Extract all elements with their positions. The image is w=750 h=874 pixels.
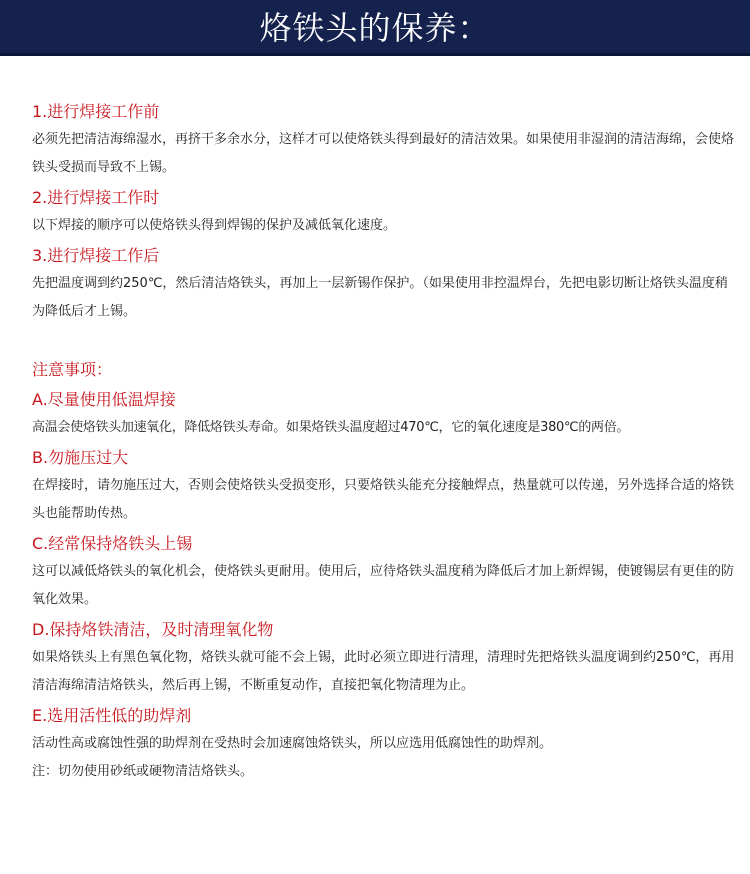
- note-text-keep-tinned: 这可以减低烙铁头的氧化机会，使烙铁头更耐用。使用后，应待烙铁头温度稍为降低后才加上新焊锡，使镀锡层有更佳的防氧化效果。: [32, 564, 735, 607]
- section-heading-after-work: 3.进行焊接工作后: [32, 246, 160, 265]
- section-heading-during-work: 2.进行焊接工作时: [32, 188, 160, 207]
- page-title: 烙铁头的保养：: [259, 9, 491, 47]
- note-text-keep-clean: 如果烙铁头上有黑色氧化物，烙铁头就可能不会上锡，此时必须立即进行清理，清理时先把烙铁头温度调到约250℃，再用清洁海绵清洁烙铁头，然后再上锡，不断重复动作，直接把氧化物清理为止。: [32, 650, 735, 693]
- note-footnote: 注：切勿使用砂纸或硬物清洁烙铁头。: [32, 764, 254, 779]
- note-heading-low-temp: A.尽量使用低温焊接: [32, 390, 176, 409]
- note-heading-keep-tinned: C.经常保持烙铁头上锡: [32, 534, 193, 553]
- note-heading-low-activity-flux: E.选用活性低的助焊剂: [32, 706, 192, 725]
- section-text-after-work: 先把温度调到约250℃，然后清洁烙铁头，再加上一层新锡作保护。（如果使用非控温焊台，先把电影切断让烙铁头温度稍为降低后才上锡。: [32, 276, 728, 319]
- notes-heading: 注意事项：: [32, 360, 113, 379]
- note-heading-keep-clean: D.保持烙铁清洁，及时清理氧化物: [32, 620, 274, 639]
- note-text-low-activity-flux: 活动性高或腐蚀性强的助焊剂在受热时会加速腐蚀烙铁头，所以应选用低腐蚀性的助焊剂。: [32, 736, 553, 751]
- section-heading-before-work: 1.进行焊接工作前: [32, 102, 160, 121]
- note-text-no-pressure: 在焊接时，请勿施压过大，否则会使烙铁头受损变形，只要烙铁头能充分接触焊点，热量就可以传递，另外选择合适的烙铁头也能帮助传热。: [32, 478, 735, 521]
- section-text-during-work: 以下焊接的顺序可以使烙铁头得到焊锡的保护及减低氧化速度。: [32, 218, 397, 233]
- note-heading-no-pressure: B.勿施压过大: [32, 448, 129, 467]
- note-text-low-temp: 高温会使烙铁头加速氧化，降低烙铁头寿命。如果烙铁头温度超过470℃，它的氧化速度是380℃的两倍。: [32, 420, 630, 435]
- article-body: [32, 98, 736, 786]
- banner-bottom-stripe: [0, 53, 750, 56]
- section-text-before-work: 必须先把清洁海绵湿水，再挤干多余水分，这样才可以使烙铁头得到最好的清洁效果。如果使用非湿润的清洁海绵，会使烙铁头受损而导致不上锡。: [32, 132, 735, 175]
- title-banner: [0, 0, 750, 56]
